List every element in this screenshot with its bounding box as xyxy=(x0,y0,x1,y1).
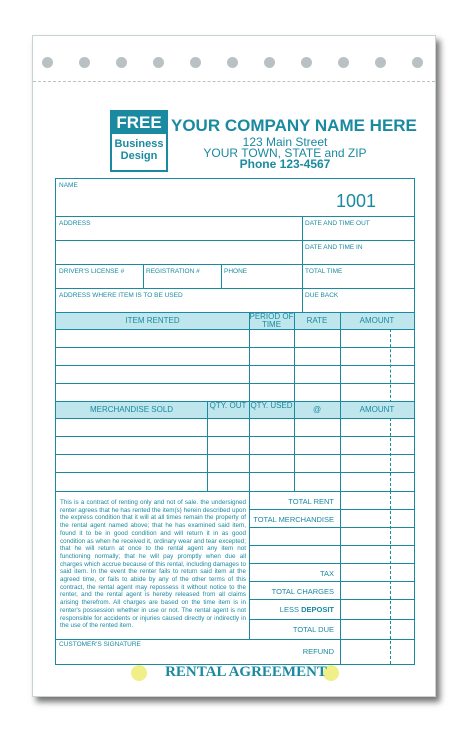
phone-label: PHONE xyxy=(224,268,248,275)
punch-hole xyxy=(227,57,238,68)
decorative-dot xyxy=(131,665,147,681)
logo-subtitle: Business Design xyxy=(114,138,164,162)
item-rented-header: ITEM RENTED xyxy=(125,316,180,325)
punch-hole xyxy=(375,57,386,68)
qty-used-header: QTY. USED xyxy=(250,401,293,410)
amount-header: AMOUNT xyxy=(359,316,395,325)
terms-text: This is a contract of renting only and not of sale. the undersigned renter agrees that he has rented the item(s) herein described upon the express condition that it will at all times remain the property of the rental agent named above; that he has examined said item, found it to be in good condition and will return it in as good condition as when he received it, ordinary wear and tear excepted; that he will return at once to the rental agent any item not functioning normally; that he will pay promptly when due all charges which accrue because of this rental, including damages to said item. In the event the renter fails to return said item at the agreed time, or fails to abide by any of the other terms of this contract, the rental agent may repossess it without notice to the renter, and the rental agent is hereby released from all claims arising therefrom. All charges are based on the time item is in renter's possession whether in use or not. The rental agent is not responsible for accidents or injuries caused directly or indirectly in the use of the rented item. xyxy=(60,499,246,630)
qty-out-header: QTY. OUT xyxy=(209,401,247,410)
period-of-time-header: PERIOD OF TIME xyxy=(249,312,294,329)
date-out-label: DATE AND TIME OUT xyxy=(305,220,370,227)
total-due-label: TOTAL DUE xyxy=(292,625,334,634)
punch-hole xyxy=(79,57,90,68)
punch-hole xyxy=(264,57,275,68)
name-label: NAME xyxy=(59,182,78,189)
at-header: @ xyxy=(312,405,322,414)
punch-hole xyxy=(116,57,127,68)
company-phone: Phone 123-4567 xyxy=(239,157,331,171)
drivers-license-label: DRIVER'S LICENSE # xyxy=(59,268,125,275)
total-merchandise-label: TOTAL MERCHANDISE xyxy=(253,515,334,524)
company-city: YOUR TOWN, STATE and ZIP xyxy=(203,146,367,160)
item-address-label: ADDRESS WHERE ITEM IS TO BE USED xyxy=(59,292,183,299)
address-label: ADDRESS xyxy=(59,220,91,227)
punch-hole xyxy=(42,57,53,68)
perforation-line xyxy=(33,81,435,82)
rate-header: RATE xyxy=(306,316,328,325)
company-name: YOUR COMPANY NAME HERE xyxy=(171,116,417,135)
signature-label: CUSTOMER'S SIGNATURE xyxy=(59,641,141,648)
refund-label: REFUND xyxy=(302,647,334,656)
form-number: 1001 xyxy=(336,191,377,211)
punch-hole xyxy=(153,57,164,68)
due-back-label: DUE BACK xyxy=(305,292,339,299)
total-time-label: TOTAL TIME xyxy=(305,268,343,275)
less-deposit-label: LESS DEPOSIT xyxy=(279,605,334,614)
date-in-label: DATE AND TIME IN xyxy=(305,244,363,251)
total-rent-label: TOTAL RENT xyxy=(288,497,334,506)
company-street: 123 Main Street xyxy=(242,135,328,149)
punch-hole xyxy=(338,57,349,68)
tax-label: TAX xyxy=(319,569,334,578)
punch-hole xyxy=(190,57,201,68)
punch-hole xyxy=(301,57,312,68)
registration-label: REGISTRATION # xyxy=(146,268,200,275)
merch-amount-header: AMOUNT xyxy=(359,405,395,414)
rental-form-sheet xyxy=(32,35,436,697)
merch-sold-header: MERCHANDISE SOLD xyxy=(89,405,174,414)
total-charges-label: TOTAL CHARGES xyxy=(271,587,334,596)
punch-hole xyxy=(412,57,423,68)
company-logo xyxy=(110,110,168,172)
logo-free-text: FREE xyxy=(112,112,166,134)
footer-title: RENTAL AGREEMENT xyxy=(165,664,327,680)
